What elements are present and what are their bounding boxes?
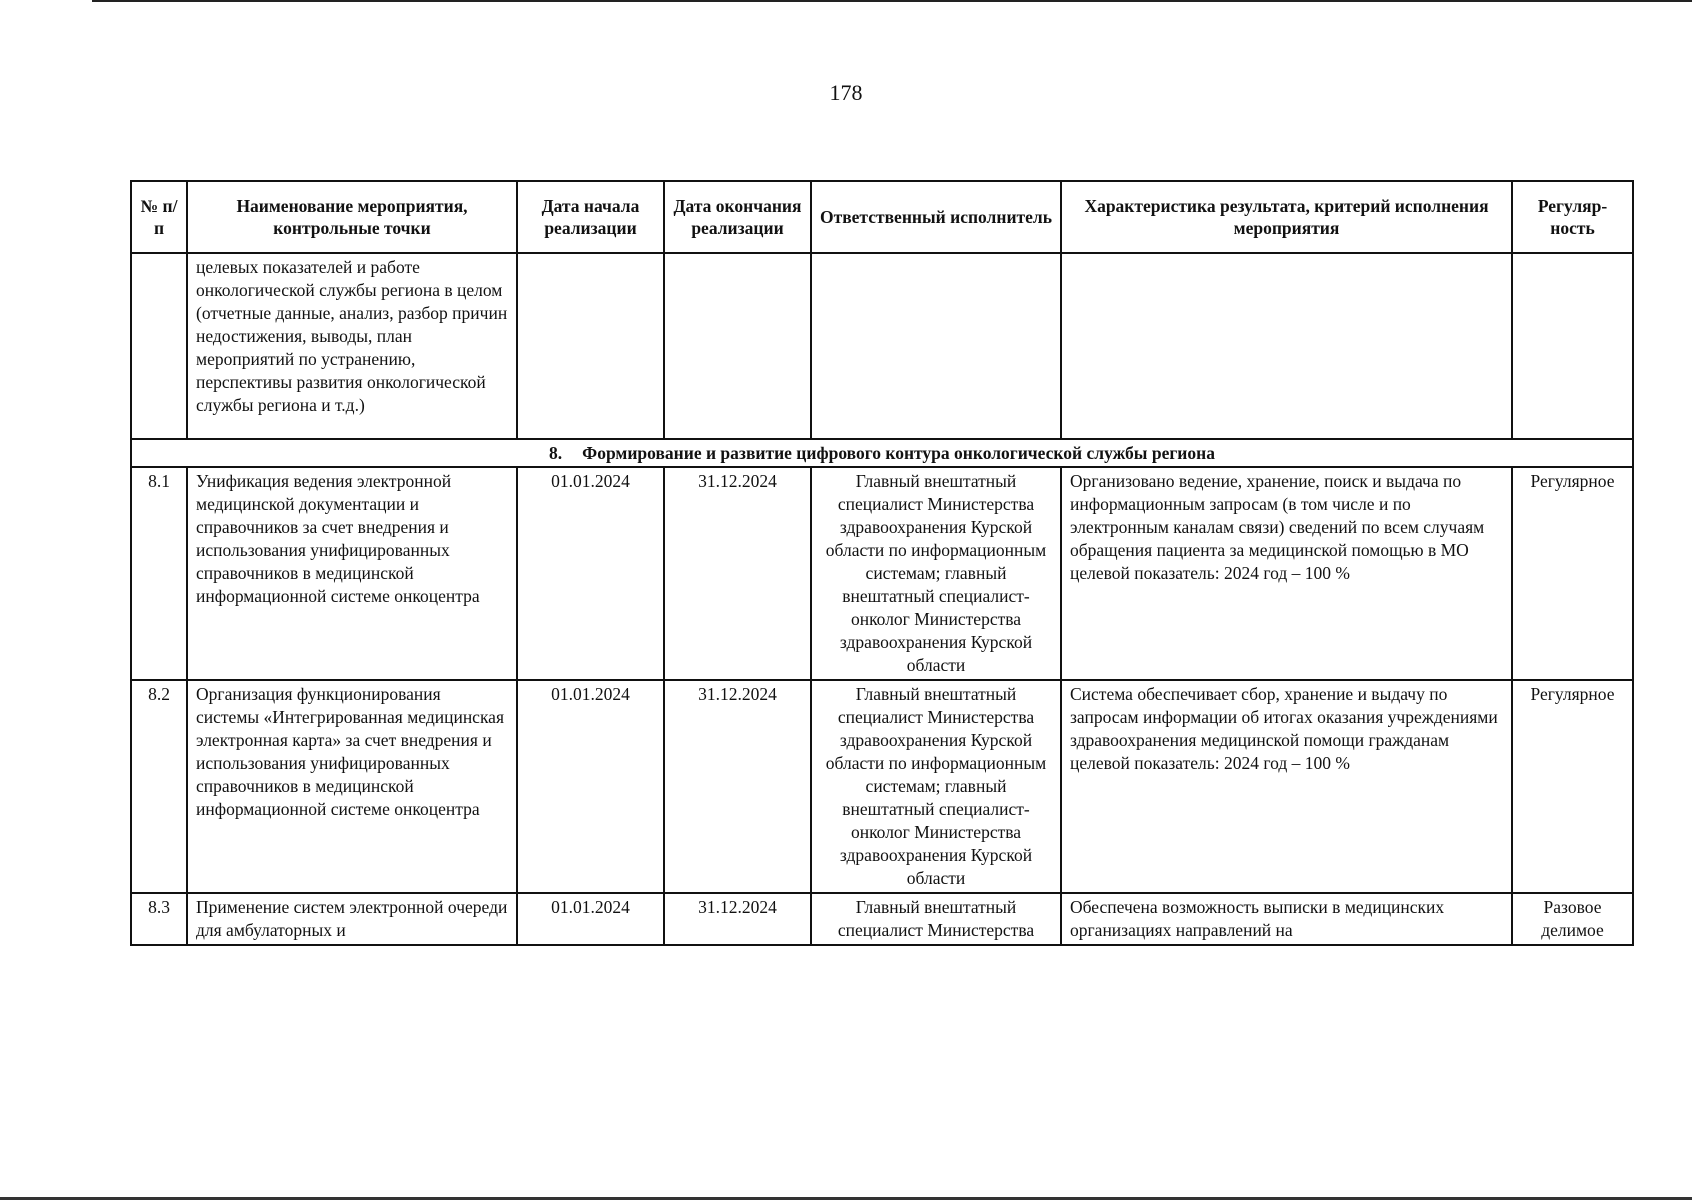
header-end-date: Дата окончания реализации [664,181,811,253]
scan-edge-top [92,0,1692,2]
cell-num: 8.1 [131,467,187,680]
cell-result [1061,680,1512,893]
result-target: целевой показатель: 2024 год – 100 % [1070,753,1350,773]
cell-responsible: Главный внештатный специалист Министерства здравоохранения Курской области по информационным системам; главный внештатный специалист-онколог Министерства здравоохранения Курской области [811,467,1061,680]
header-responsible: Ответственный исполнитель [811,181,1061,253]
table-row [131,467,1633,680]
table-row [131,893,1633,945]
cell-responsible: Главный внештатный специалист Министерства здравоохранения Курской области по информационным системам; главный внештатный специалист-онколог Министерства здравоохранения Курской области [811,680,1061,893]
cell-name: Применение систем электронной очереди для амбулаторных и [187,893,517,945]
activity-plan-table [130,180,1634,946]
header-result: Характеристика результата, критерий исполнения мероприятия [1061,181,1512,253]
table-row-continuation [131,253,1633,439]
cell-start-date [517,253,664,439]
cell-responsible [811,253,1061,439]
cell-regularity: Регулярное [1512,680,1633,893]
header-name: Наименование мероприятия, контрольные точки [187,181,517,253]
header-regularity: Регуляр-ность [1512,181,1633,253]
header-start-date: Дата начала реализации [517,181,664,253]
cell-name: целевых показателей и работе онкологической службы региона в целом (отчетные данные, анализ, разбор причин недостижения, выводы, план мероприятий по устранению, перспективы развития онкологической службы региона и т.д.) [187,253,517,439]
cell-num: 8.2 [131,680,187,893]
cell-end-date [664,253,811,439]
cell-start-date: 01.01.2024 [517,893,664,945]
cell-result [1061,253,1512,439]
cell-num [131,253,187,439]
result-text: Система обеспечивает сбор, хранение и выдачу по запросам информации об итогах оказания учреждениями здравоохранения медицинской помощи гражданам [1070,684,1498,750]
section-title: Формирование и развитие цифрового контура онкологической службы региона [582,443,1215,463]
table-header-row [131,181,1633,253]
section-row [131,439,1633,467]
result-target: целевой показатель: 2024 год – 100 % [1070,563,1350,583]
cell-end-date: 31.12.2024 [664,893,811,945]
header-num: № п/п [131,181,187,253]
cell-end-date: 31.12.2024 [664,680,811,893]
cell-regularity [1512,253,1633,439]
result-text: Организовано ведение, хранение, поиск и выдача по информационным запросам (в том числе и по электронным каналам связи) сведений по всем случаям обращения пациента за медицинской помощью в МО [1070,471,1485,560]
cell-regularity: Регулярное [1512,467,1633,680]
page-number: 178 [829,80,863,105]
cell-start-date: 01.01.2024 [517,680,664,893]
section-number: 8. [549,443,563,463]
cell-end-date: 31.12.2024 [664,467,811,680]
cell-start-date: 01.01.2024 [517,467,664,680]
cell-regularity: Разовое делимое [1512,893,1633,945]
section-heading [131,439,1633,467]
cell-name: Организация функционирования системы «Интегрированная медицинская электронная карта» за счет внедрения и использования унифицированных справочников в медицинской информационной системе онкоцентра [187,680,517,893]
cell-result [1061,467,1512,680]
cell-num: 8.3 [131,893,187,945]
cell-name: Унификация ведения электронной медицинской документации и справочников за счет внедрения и использования унифицированных справочников в медицинской информационной системе онкоцентра [187,467,517,680]
cell-result: Обеспечена возможность выписки в медицинских организациях направлений на [1061,893,1512,945]
cell-responsible: Главный внештатный специалист Министерства [811,893,1061,945]
table-row [131,680,1633,893]
